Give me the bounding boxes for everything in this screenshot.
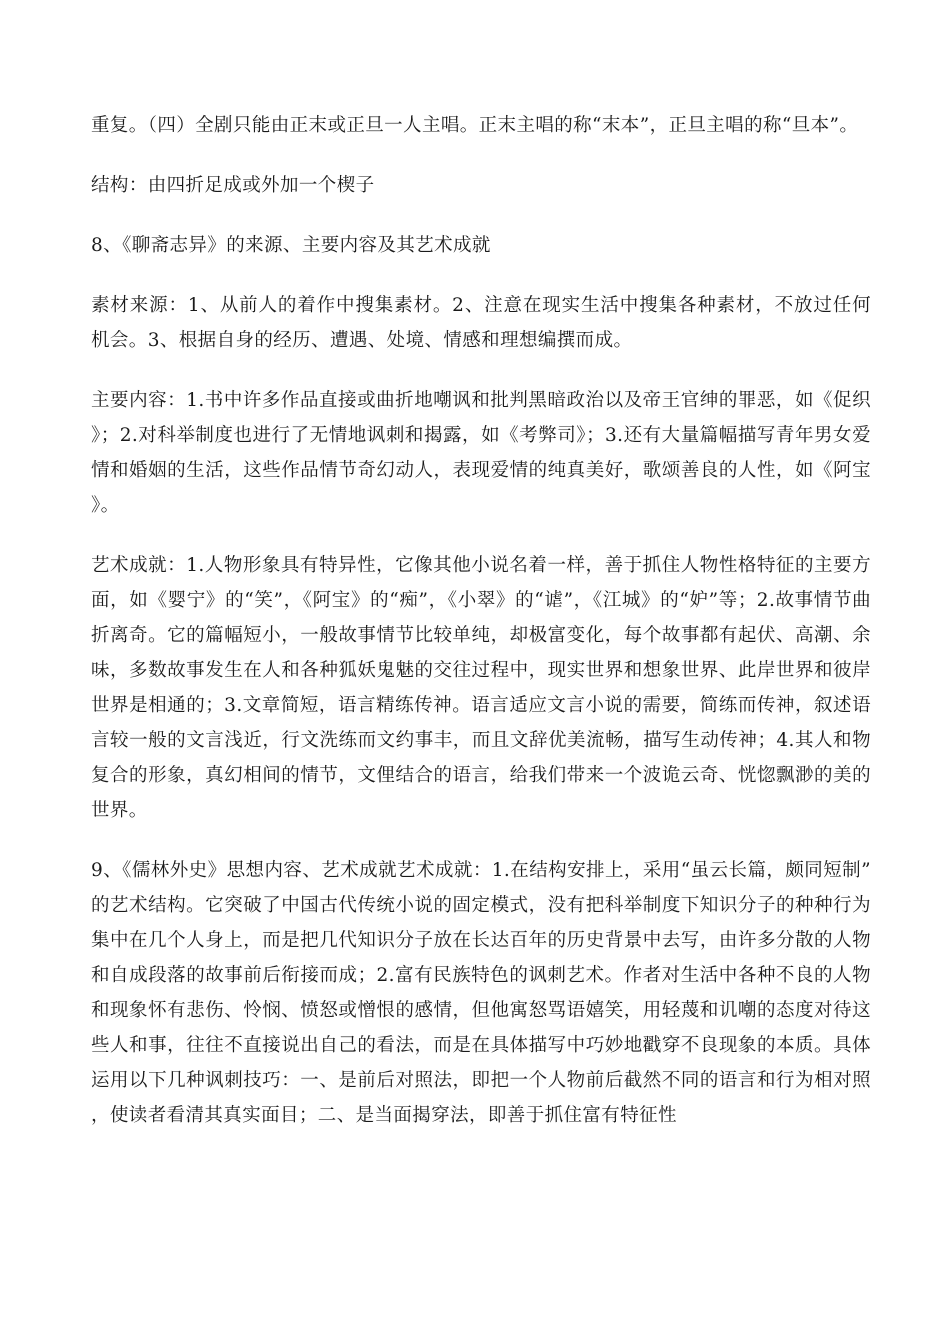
paragraph-liaozhai-artistry: 艺术成就：1.人物形象具有特异性，它像其他小说名着一样，善于抓住人物性格特征的主要方面，如《婴宁》的“笑”，《阿宝》的“痴”，《小翠》的“谑”，《江城》的“妒”等；2.故事情节曲折离奇。它的篇幅短小，一般故事情节比较单纯，却极富变化，每个故事都有起伏、高潮、余味，多数故事发生在人和各种狐妖鬼魅的交往过程中，现实世界和想象世界、此岸世界和彼岸世界是相通的；3.文章简短，语言精练传神。语言适应文言小说的需要，简练而传神，叙述语言较一般的文言浅近，行文洗练而文约事丰，而且文辞优美流畅，描写生动传神；4.其人和物复合的形象，真幻相间的情节，文俚结合的语言，给我们带来一个波诡云奇、恍惚飘渺的美的世界。 (91, 555, 871, 821)
paragraph-zaju-singing-rule: 重复。（四）全剧只能由正末或正旦一人主唱。正末主唱的称“末本”，正旦主唱的称“旦本”。 (91, 115, 859, 136)
paragraph-liaozhai-content: 主要内容：1.书中许多作品直接或曲折地嘲讽和批判黑暗政治以及帝王官绅的罪恶，如《促织》；2.对科举制度也进行了无情地讽刺和揭露，如《考弊司》；3.还有大量篇幅描写青年男女爱情和婚姻的生活，这些作品情节奇幻动人，表现爱情的纯真美好，歌颂善良的人性，如《阿宝》。 (91, 390, 871, 516)
paragraph-zaju-structure: 结构：由四折足成或外加一个楔子 (91, 175, 375, 196)
section-heading-liaozhai: 8、《聊斋志异》的来源、主要内容及其艺术成就 (91, 235, 491, 256)
paragraph-rulin-waishi: 9、《儒林外史》思想内容、艺术成就艺术成就：1.在结构安排上，采用“虽云长篇，颇同短制”的艺术结构。它突破了中国古代传统小说的固定模式，没有把科举制度下知识分子的种种行为集中在几个人身上，而是把几代知识分子放在长达百年的历史背景中去写，由许多分散的人物和自成段落的故事前后衔接而成；2.富有民族特色的讽刺艺术。作者对生活中各种不良的人物和现象怀有悲伤、怜悯、愤怒或憎恨的感情，但他寓怒骂语嬉笑，用轻蔑和讥嘲的态度对待这些人和事，往往不直接说出自己的看法，而是在具体描写中巧妙地戳穿不良现象的本质。具体运用以下几种讽刺技巧：一、是前后对照法，即把一个人物前后截然不同的语言和行为相对照，使读者看清其真实面目；二、是当面揭穿法，即善于抓住富有特征性 (91, 860, 871, 1126)
paragraph-liaozhai-sources: 素材来源：1、从前人的着作中搜集素材。2、注意在现实生活中搜集各种素材，不放过任何机会。3、根据自身的经历、遭遇、处境、情感和理想编撰而成。 (91, 295, 871, 351)
document-body (91, 108, 871, 1158)
